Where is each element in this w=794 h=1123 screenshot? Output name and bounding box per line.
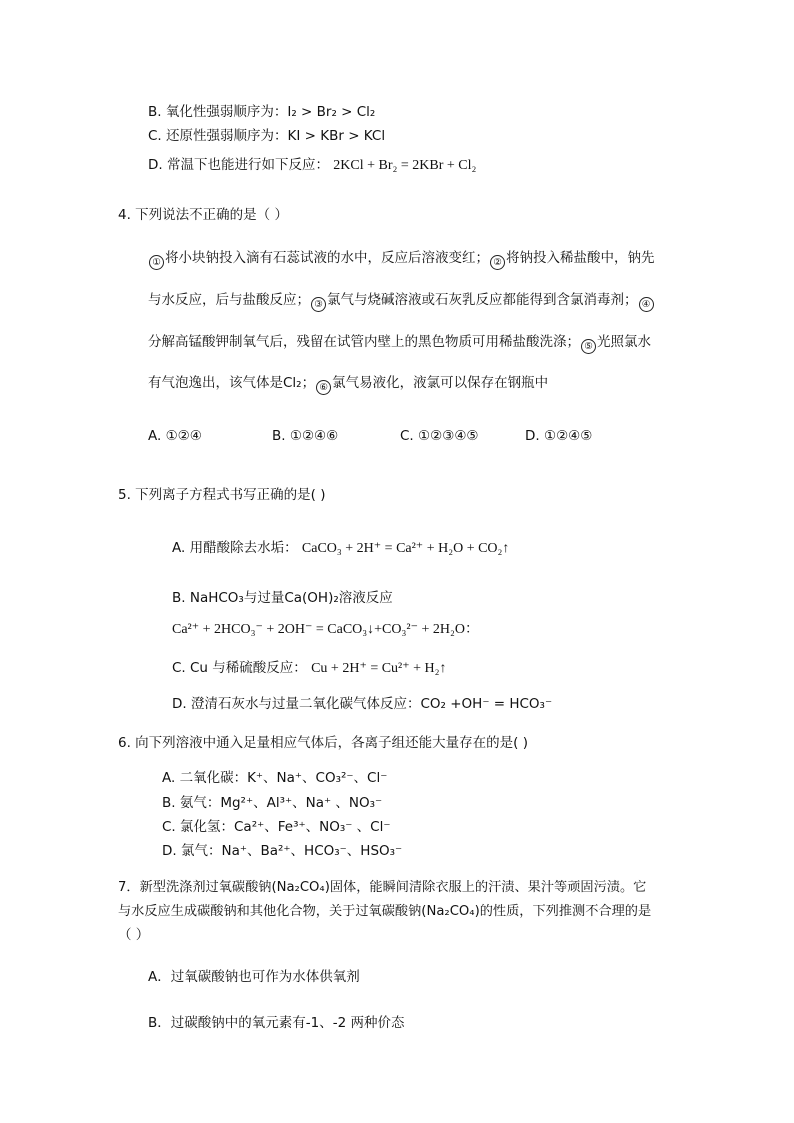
q5-option-d: D. 澄清石灰水与过量二氧化碳气体反应：CO₂ +OH⁻ = HCO₃⁻ <box>172 696 553 712</box>
q4-statement-2b: 与水反应，后与盐酸反应； <box>148 292 310 308</box>
q3-option-d-equation: 2KCl + Br₂ = 2KBr + Cl₂ <box>333 158 477 173</box>
q3-option-c: C. 还原性强弱顺序为：KI > KBr > KCl <box>148 128 386 144</box>
q7-stem-line-1: 7．新型洗涤剂过氧碳酸钠(Na₂CO₄)固体，能瞬间清除衣服上的汗渍、果汁等顽固污渍。它 <box>118 880 647 895</box>
q7-stem-line-2: 与水反应生成碳酸钠和其他化合物，关于过氧碳酸钠(Na₂CO₄)的性质，下列推测不合理的是 <box>118 904 652 919</box>
q4-statement-5a: 光照氯水 <box>597 334 651 350</box>
circled-number-1: ① <box>149 255 164 270</box>
q4-line-3 <box>148 330 651 354</box>
q5-option-c-equation: Cu + 2H⁺ = Cu²⁺ + H₂↑ <box>311 661 447 676</box>
q6-option-d: D. 氯气：Na⁺、Ba²⁺、HCO₃⁻、HSO₃⁻ <box>162 843 403 859</box>
q6-option-c: C. 氯化氢：Ca²⁺、Fe³⁺、NO₃⁻ 、Cl⁻ <box>162 819 391 835</box>
q3-option-d-text: D. 常温下也能进行如下反应： <box>148 157 329 173</box>
q7-option-a: A．过氧碳酸钠也可作为水体供氧剂 <box>148 969 360 985</box>
q7-stem-line-3: （ ） <box>118 927 150 943</box>
q5-option-b-equation: Ca²⁺ + 2HCO₃⁻ + 2OH⁻ = CaCO₃↓+CO₃²⁻ + 2H₂O： <box>172 622 479 637</box>
q4-option-c: C. ①②③④⑤ <box>400 428 479 444</box>
q5-option-a <box>172 536 509 557</box>
q4-option-a: A. ①②④ <box>148 428 202 444</box>
q4-statement-4: 分解高锰酸钾制氧气后，残留在试管内壁上的黑色物质可用稀盐酸洗涤； <box>148 334 580 350</box>
q5-option-b: B. NaHCO₃与过量Ca(OH)₂溶液反应 <box>172 590 393 606</box>
circled-number-2: ② <box>490 255 505 270</box>
circled-number-4: ④ <box>639 297 654 312</box>
q4-statement-1: 将小块钠投入滴有石蕊试液的水中，反应后溶液变红； <box>165 250 489 266</box>
q4-line-2 <box>148 288 655 312</box>
q4-line-4 <box>148 371 548 395</box>
q7-option-b: B．过碳酸钠中的氧元素有-1、-2 两种价态 <box>148 1015 405 1031</box>
q6-stem: 6. 向下列溶液中通入足量相应气体后，各离子组还能大量存在的是( ) <box>118 735 528 751</box>
q4-statement-5b: 有气泡逸出，该气体是Cl₂； <box>148 375 316 391</box>
circled-number-5: ⑤ <box>581 339 596 354</box>
q6-option-a: A. 二氧化碳：K⁺、Na⁺、CO₃²⁻、Cl⁻ <box>162 770 388 786</box>
q5-option-a-text: A. 用醋酸除去水垢： <box>172 540 298 556</box>
q6-option-b: B. 氨气：Mg²⁺、Al³⁺、Na⁺ 、NO₃⁻ <box>162 795 383 811</box>
circled-number-6: ⑥ <box>316 380 331 395</box>
q4-stem: 4. 下列说法不正确的是（ ） <box>118 207 288 223</box>
q5-option-c-text: C. Cu 与稀硫酸反应： <box>172 660 307 676</box>
circled-number-3: ③ <box>311 297 326 312</box>
q4-option-b: B. ①②④⑥ <box>272 428 339 444</box>
q4-option-d: D. ①②④⑤ <box>525 428 593 444</box>
q4-line-1 <box>148 246 655 270</box>
q3-option-d <box>148 153 476 174</box>
q5-stem: 5. 下列离子方程式书写正确的是( ) <box>118 487 326 503</box>
q4-statement-2a: 将钠投入稀盐酸中，钠先 <box>506 250 655 266</box>
q5-option-c <box>172 656 447 677</box>
q4-statement-6: 氯气易液化，液氯可以保存在钢瓶中 <box>332 375 549 391</box>
q4-statement-3: 氯气与烧碱溶液或石灰乳反应都能得到含氯消毒剂； <box>327 292 638 308</box>
q3-option-b: B. 氧化性强弱顺序为：I₂ > Br₂ > Cl₂ <box>148 104 376 120</box>
q5-option-a-equation: CaCO₃ + 2H⁺ = Ca²⁺ + H₂O + CO₂↑ <box>301 541 510 556</box>
